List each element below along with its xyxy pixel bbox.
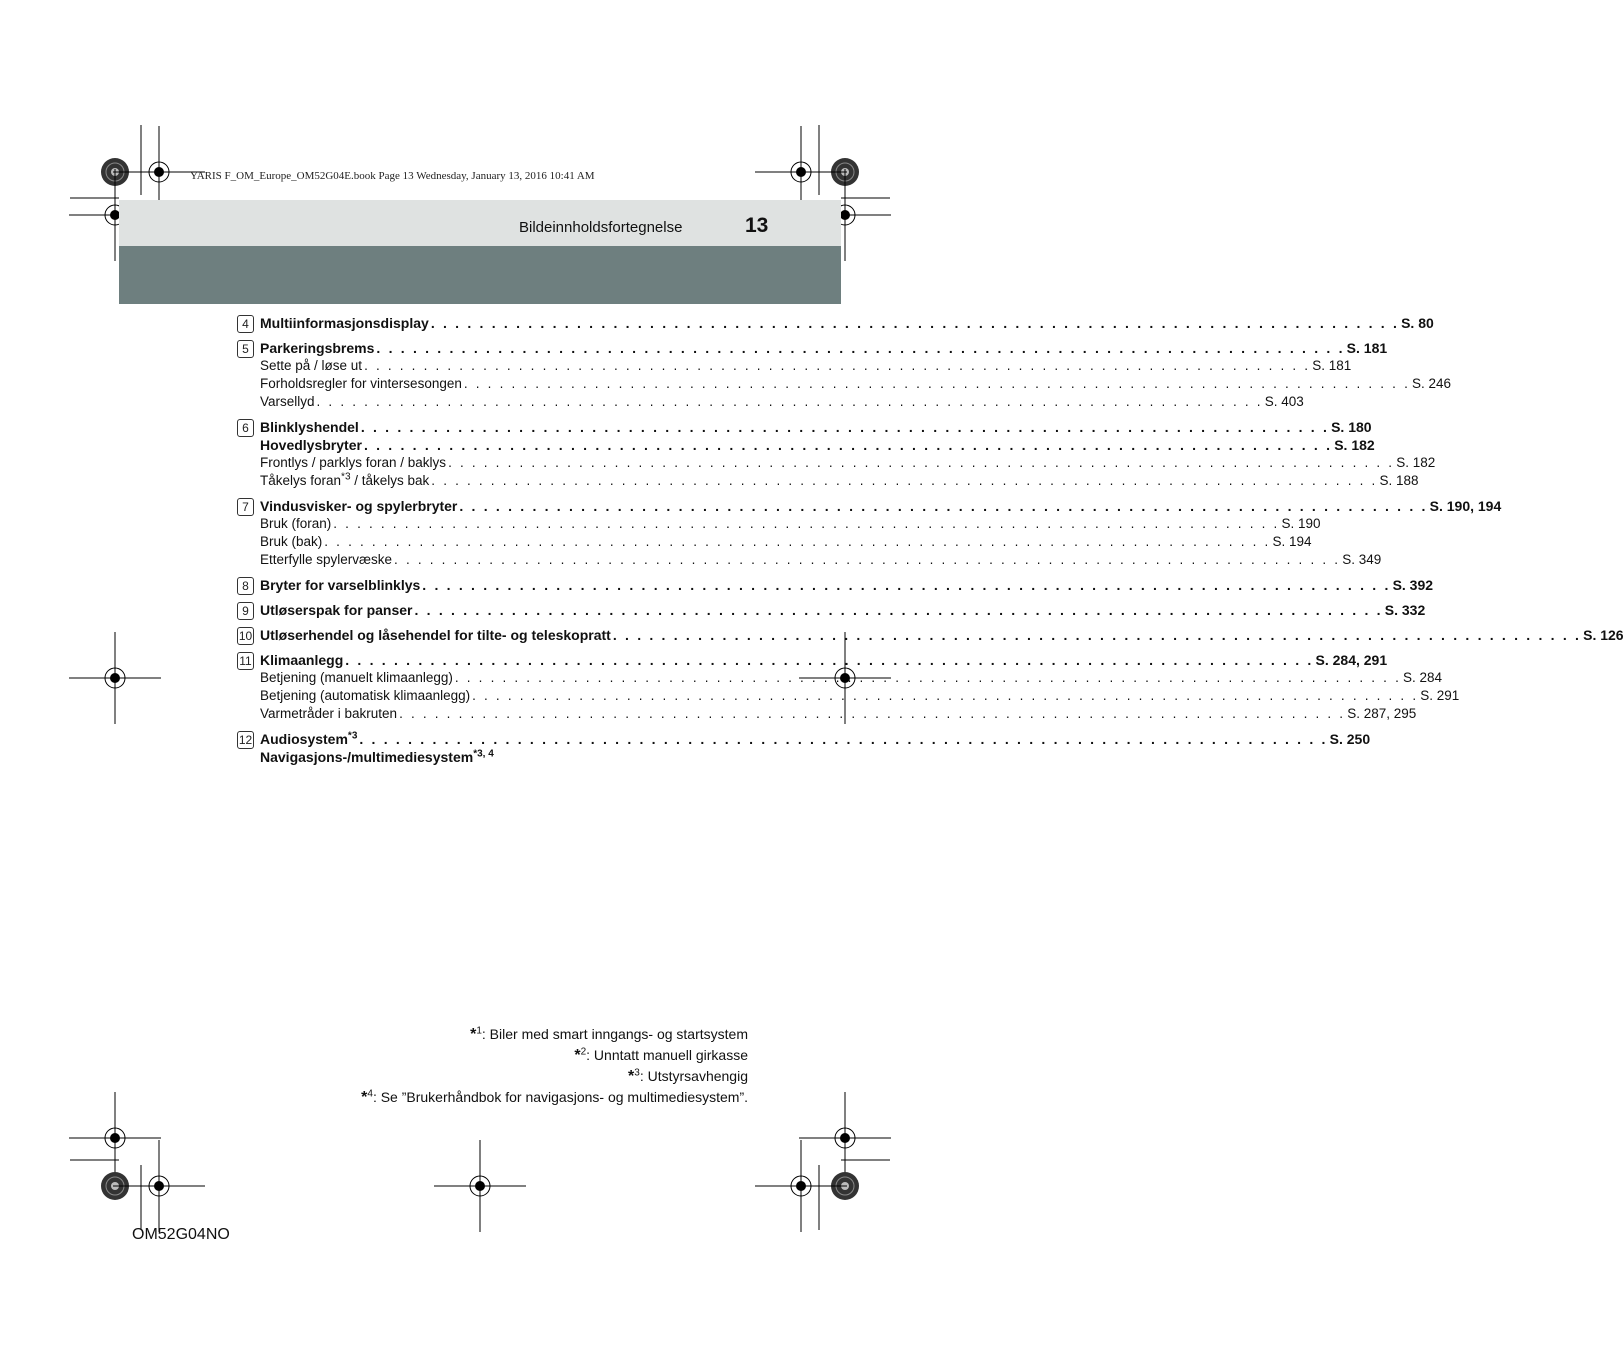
entry-label-text: Varmetråder i bakruten bbox=[260, 706, 398, 721]
dot-leader: . . . . . . . . . . . . . . . . . . . . . . . . . . . . . . . . . . . . . . . . . . . . . . . . . . . . . . . . . . . . . . . . . . . . . . . . . . . . . . . . bbox=[394, 552, 1341, 567]
page-reference: S. 284, 291 bbox=[1315, 652, 1388, 668]
entry-label-text: Frontlys / parklys foran / baklys bbox=[260, 455, 447, 470]
entry-label bbox=[260, 418, 359, 436]
dot-leader: . . . . . . . . . . . . . . . . . . . . . . . . . . . . . . . . . . . . . . . . . . . . . . . . . . . . . . . . . . . . . . . . . . . . . . . . . . . . . . . . bbox=[422, 577, 1391, 593]
entry-label bbox=[260, 454, 446, 472]
entry-label bbox=[260, 314, 429, 332]
dot-leader: . . . . . . . . . . . . . . . . . . . . . . . . . . . . . . . . . . . . . . . . . . . . . . . . . . . . . . . . . . . . . . . . . . . . . . . . . . . . . . . . bbox=[316, 394, 1263, 409]
dot-leader: . . . . . . . . . . . . . . . . . . . . . . . . . . . . . . . . . . . . . . . . . . . . . . . . . . . . . . . . . . . . . . . . . . . . . . . . . . . . . . . . bbox=[414, 602, 1383, 618]
page-reference: S. 181 bbox=[1346, 340, 1388, 356]
toc-sub-entry bbox=[260, 551, 1382, 569]
toc-main-entry bbox=[260, 497, 1502, 515]
entry-label-text: Utløserspak for panser bbox=[260, 602, 413, 618]
entry-label bbox=[260, 748, 494, 766]
entry-label bbox=[260, 551, 392, 569]
page-reference: S. 188 bbox=[1379, 473, 1419, 488]
entry-label-text: Audiosystem bbox=[260, 731, 348, 747]
entry-label-text: Klimaanlegg bbox=[260, 652, 344, 668]
toc-main-entry bbox=[260, 626, 1624, 644]
footnote-mark: * bbox=[470, 1026, 477, 1043]
callout-number-badge: 5 bbox=[237, 340, 254, 358]
toc-sub-entry bbox=[260, 375, 1452, 393]
toc-group bbox=[230, 418, 1436, 490]
entry-label bbox=[260, 497, 457, 515]
entry-label bbox=[260, 651, 343, 669]
footnote-number: 1 bbox=[476, 1025, 482, 1037]
page-reference: S. 291 bbox=[1420, 688, 1460, 703]
page-reference: S. 80 bbox=[1401, 315, 1434, 331]
callout-number-badge: 7 bbox=[237, 498, 254, 516]
entry-label-text: Utløserhendel og låsehendel for tilte- og teleskopratt bbox=[260, 627, 611, 643]
entry-label bbox=[260, 436, 362, 454]
page-reference: S. 126 bbox=[1583, 627, 1624, 643]
footnote-text: : Biler med smart inngangs- og startsystem bbox=[481, 1026, 748, 1042]
dot-leader: . . . . . . . . . . . . . . . . . . . . . . . . . . . . . . . . . . . . . . . . . . . . . . . . . . . . . . . . . . . . . . . . . . . . . . . . . . . . . . . . bbox=[459, 498, 1428, 514]
callout-number-badge: 9 bbox=[237, 602, 254, 620]
page-reference: S. 392 bbox=[1392, 577, 1434, 593]
entry-label bbox=[260, 375, 462, 393]
entry-label-text: Sette på / løse ut bbox=[260, 358, 363, 373]
toc-sub-entry bbox=[260, 687, 1460, 705]
toc-sub-entry bbox=[260, 669, 1443, 687]
entry-label-text: Vindusvisker- og spylerbryter bbox=[260, 498, 458, 514]
entry-label-text: Etterfylle spylervæske bbox=[260, 552, 393, 567]
footnote-ref: *3 bbox=[341, 471, 351, 483]
page-reference: S. 284 bbox=[1403, 670, 1443, 685]
toc-group bbox=[230, 626, 1624, 644]
section-title: Bildeinnholdsfortegnelse bbox=[519, 219, 683, 236]
entry-label bbox=[260, 515, 331, 533]
page-reference: S. 182 bbox=[1396, 455, 1436, 470]
dot-leader: . . . . . . . . . . . . . . . . . . . . . . . . . . . . . . . . . . . . . . . . . . . . . . . . . . . . . . . . . . . . . . . . . . . . . . . . . . . . . . . . bbox=[399, 706, 1346, 721]
entry-label bbox=[260, 357, 362, 375]
dot-leader: . . . . . . . . . . . . . . . . . . . . . . . . . . . . . . . . . . . . . . . . . . . . . . . . . . . . . . . . . . . . . . . . . . . . . . . . . . . . . . . . bbox=[324, 534, 1271, 549]
toc-group bbox=[230, 651, 1460, 723]
entry-label-text: / tåkelys bak bbox=[350, 473, 430, 488]
toc-group bbox=[230, 339, 1452, 411]
page-reference: S. 250 bbox=[1329, 731, 1371, 747]
entry-label bbox=[260, 687, 470, 705]
entry-label bbox=[260, 576, 420, 594]
entry-label bbox=[260, 730, 357, 748]
entry-label-text: Bryter for varselblinklys bbox=[260, 577, 421, 593]
toc-group bbox=[230, 497, 1502, 569]
footnote-line bbox=[361, 1045, 748, 1066]
toc-sub-entry bbox=[260, 454, 1436, 472]
dot-leader: . . . . . . . . . . . . . . . . . . . . . . . . . . . . . . . . . . . . . . . . . . . . . . . . . . . . . . . . . . . . . . . . . . . . . . . . . . . . . . . . bbox=[364, 358, 1311, 373]
dot-leader: . . . . . . . . . . . . . . . . . . . . . . . . . . . . . . . . . . . . . . . . . . . . . . . . . . . . . . . . . . . . . . . . . . . . . . . . . . . . . . . . bbox=[359, 731, 1328, 747]
entry-label bbox=[260, 339, 374, 357]
footnote-ref: *3, 4 bbox=[473, 748, 494, 760]
toc-main-entry bbox=[260, 730, 1371, 748]
entry-label-text: Parkeringsbrems bbox=[260, 340, 375, 356]
dot-leader: . . . . . . . . . . . . . . . . . . . . . . . . . . . . . . . . . . . . . . . . . . . . . . . . . . . . . . . . . . . . . . . . . . . . . . . . . . . . . . . . bbox=[345, 652, 1314, 668]
entry-label bbox=[260, 669, 453, 687]
footnote-number: 2 bbox=[580, 1046, 587, 1058]
footnote-mark: * bbox=[628, 1068, 635, 1085]
toc-main-entry bbox=[260, 651, 1388, 669]
book-file-info: YARIS F_OM_Europe_OM52G04E.book Page 13 Wednesday, January 13, 2016 10:41 AM bbox=[190, 170, 595, 182]
entry-label-text: Blinklyshendel bbox=[260, 419, 359, 435]
footnote-line bbox=[361, 1087, 748, 1108]
toc-sub-entry bbox=[260, 515, 1321, 533]
entry-label-text: Forholdsregler for vintersesongen bbox=[260, 376, 462, 391]
callout-number-badge: 8 bbox=[237, 577, 254, 595]
page-reference: S. 332 bbox=[1384, 602, 1426, 618]
page-reference: S. 349 bbox=[1342, 552, 1382, 567]
dot-leader: . . . . . . . . . . . . . . . . . . . . . . . . . . . . . . . . . . . . . . . . . . . . . . . . . . . . . . . . . . . . . . . . . . . . . . . . . . . . . . . . bbox=[333, 516, 1280, 531]
dot-leader: . . . . . . . . . . . . . . . . . . . . . . . . . . . . . . . . . . . . . . . . . . . . . . . . . . . . . . . . . . . . . . . . . . . . . . . . . . . . . . . . bbox=[363, 437, 1333, 453]
header-band-light bbox=[119, 200, 841, 246]
footnote-mark: * bbox=[361, 1089, 368, 1106]
entry-label bbox=[260, 601, 413, 619]
page-reference: S. 403 bbox=[1264, 394, 1304, 409]
page-reference: S. 287, 295 bbox=[1347, 706, 1417, 721]
dot-leader: . . . . . . . . . . . . . . . . . . . . . . . . . . . . . . . . . . . . . . . . . . . . . . . . . . . . . . . . . . . . . . . . . . . . . . . . . . . . . . . . bbox=[454, 670, 1402, 685]
entry-label-text: Tåkelys foran bbox=[260, 473, 342, 488]
toc-main-entry bbox=[260, 576, 1434, 594]
toc-main-entry bbox=[260, 418, 1372, 436]
toc-main-entry bbox=[260, 601, 1426, 619]
toc-group bbox=[230, 730, 1371, 766]
callout-number-badge: 11 bbox=[237, 652, 254, 670]
footnote-text: : Se ”Brukerhåndbok for navigasjons- og multimediesystem”. bbox=[372, 1089, 748, 1105]
page-reference: S. 194 bbox=[1272, 534, 1312, 549]
dot-leader: . . . . . . . . . . . . . . . . . . . . . . . . . . . . . . . . . . . . . . . . . . . . . . . . . . . . . . . . . . . . . . . . . . . . . . . . . . . . . . . . bbox=[612, 627, 1582, 643]
entry-label bbox=[260, 533, 322, 551]
page-number: 13 bbox=[745, 214, 769, 237]
header-band-dark bbox=[119, 246, 841, 304]
page-reference: S. 246 bbox=[1412, 376, 1452, 391]
entry-label bbox=[260, 472, 429, 490]
callout-number-badge: 4 bbox=[237, 315, 254, 333]
toc-sub-entry bbox=[260, 533, 1312, 551]
entry-label bbox=[260, 705, 397, 723]
entry-label bbox=[260, 626, 611, 644]
toc-sub-entry bbox=[260, 393, 1304, 411]
entry-label-text: Bruk (foran) bbox=[260, 516, 332, 531]
toc-main-entry bbox=[260, 314, 1434, 332]
entry-label-text: Betjening (automatisk klimaanlegg) bbox=[260, 688, 471, 703]
toc-group bbox=[230, 601, 1426, 619]
toc-main-entry bbox=[260, 339, 1388, 357]
footnotes bbox=[361, 1024, 748, 1108]
page-reference: S. 180 bbox=[1331, 419, 1372, 435]
dot-leader: . . . . . . . . . . . . . . . . . . . . . . . . . . . . . . . . . . . . . . . . . . . . . . . . . . . . . . . . . . . . . . . . . . . . . . . . . . . . . . . . bbox=[463, 376, 1411, 391]
dot-leader: . . . . . . . . . . . . . . . . . . . . . . . . . . . . . . . . . . . . . . . . . . . . . . . . . . . . . . . . . . . . . . . . . . . . . . . . . . . . . . . . bbox=[376, 340, 1345, 356]
footnote-number: 3 bbox=[634, 1067, 640, 1079]
footnote-ref: *3 bbox=[347, 730, 358, 742]
table-of-contents bbox=[230, 314, 1624, 773]
toc-group bbox=[230, 576, 1434, 594]
page-reference: S. 190 bbox=[1281, 516, 1321, 531]
toc-main-entry bbox=[260, 748, 730, 766]
document-code: OM52G04NO bbox=[132, 1226, 230, 1243]
entry-label-text: Bruk (bak) bbox=[260, 534, 323, 549]
dot-leader: . . . . . . . . . . . . . . . . . . . . . . . . . . . . . . . . . . . . . . . . . . . . . . . . . . . . . . . . . . . . . . . . . . . . . . . . . . . . . . . . bbox=[430, 315, 1400, 331]
entry-label-text: Navigasjons-/multimediesystem bbox=[260, 749, 474, 765]
entry-label bbox=[260, 393, 315, 411]
footnote-text: : Utstyrsavhengig bbox=[639, 1068, 748, 1084]
toc-sub-entry bbox=[260, 705, 1417, 723]
entry-label-text: Varsellyd bbox=[260, 394, 315, 409]
footnote-mark: * bbox=[574, 1047, 581, 1064]
dot-leader: . . . . . . . . . . . . . . . . . . . . . . . . . . . . . . . . . . . . . . . . . . . . . . . . . . . . . . . . . . . . . . . . . . . . . . . . . . . . . . . . bbox=[472, 688, 1419, 703]
page-reference: S. 190, 194 bbox=[1429, 498, 1502, 514]
dot-leader: . . . . . . . . . . . . . . . . . . . . . . . . . . . . . . . . . . . . . . . . . . . . . . . . . . . . . . . . . . . . . . . . . . . . . . . . . . . . . . . . bbox=[448, 455, 1395, 470]
footnote-text: : Unntatt manuell girkasse bbox=[586, 1047, 748, 1063]
footnote-line bbox=[361, 1066, 748, 1087]
toc-main-entry bbox=[260, 436, 1375, 454]
toc-sub-entry bbox=[260, 357, 1352, 375]
page-reference: S. 181 bbox=[1312, 358, 1352, 373]
callout-number-badge: 10 bbox=[238, 629, 253, 643]
entry-label-text: Hovedlysbryter bbox=[260, 437, 362, 453]
footnote-line bbox=[361, 1024, 748, 1045]
toc-group bbox=[230, 314, 1434, 332]
callout-number-badge: 12 bbox=[238, 733, 253, 747]
dot-leader: . . . . . . . . . . . . . . . . . . . . . . . . . . . . . . . . . . . . . . . . . . . . . . . . . . . . . . . . . . . . . . . . . . . . . . . . . . . . . . . . bbox=[360, 419, 1330, 435]
entry-label-text: Betjening (manuelt klimaanlegg) bbox=[260, 670, 453, 685]
entry-label-text: Multiinformasjonsdisplay bbox=[260, 315, 429, 331]
dot-leader: . . . . . . . . . . . . . . . . . . . . . . . . . . . . . . . . . . . . . . . . . . . . . . . . . . . . . . . . . . . . . . . . . . . . . . . . . . . . . . . . bbox=[431, 473, 1378, 488]
footnote-number: 4 bbox=[367, 1088, 373, 1100]
callout-number-badge: 6 bbox=[237, 419, 254, 437]
page-reference: S. 182 bbox=[1334, 437, 1375, 453]
toc-sub-entry bbox=[260, 471, 1419, 490]
